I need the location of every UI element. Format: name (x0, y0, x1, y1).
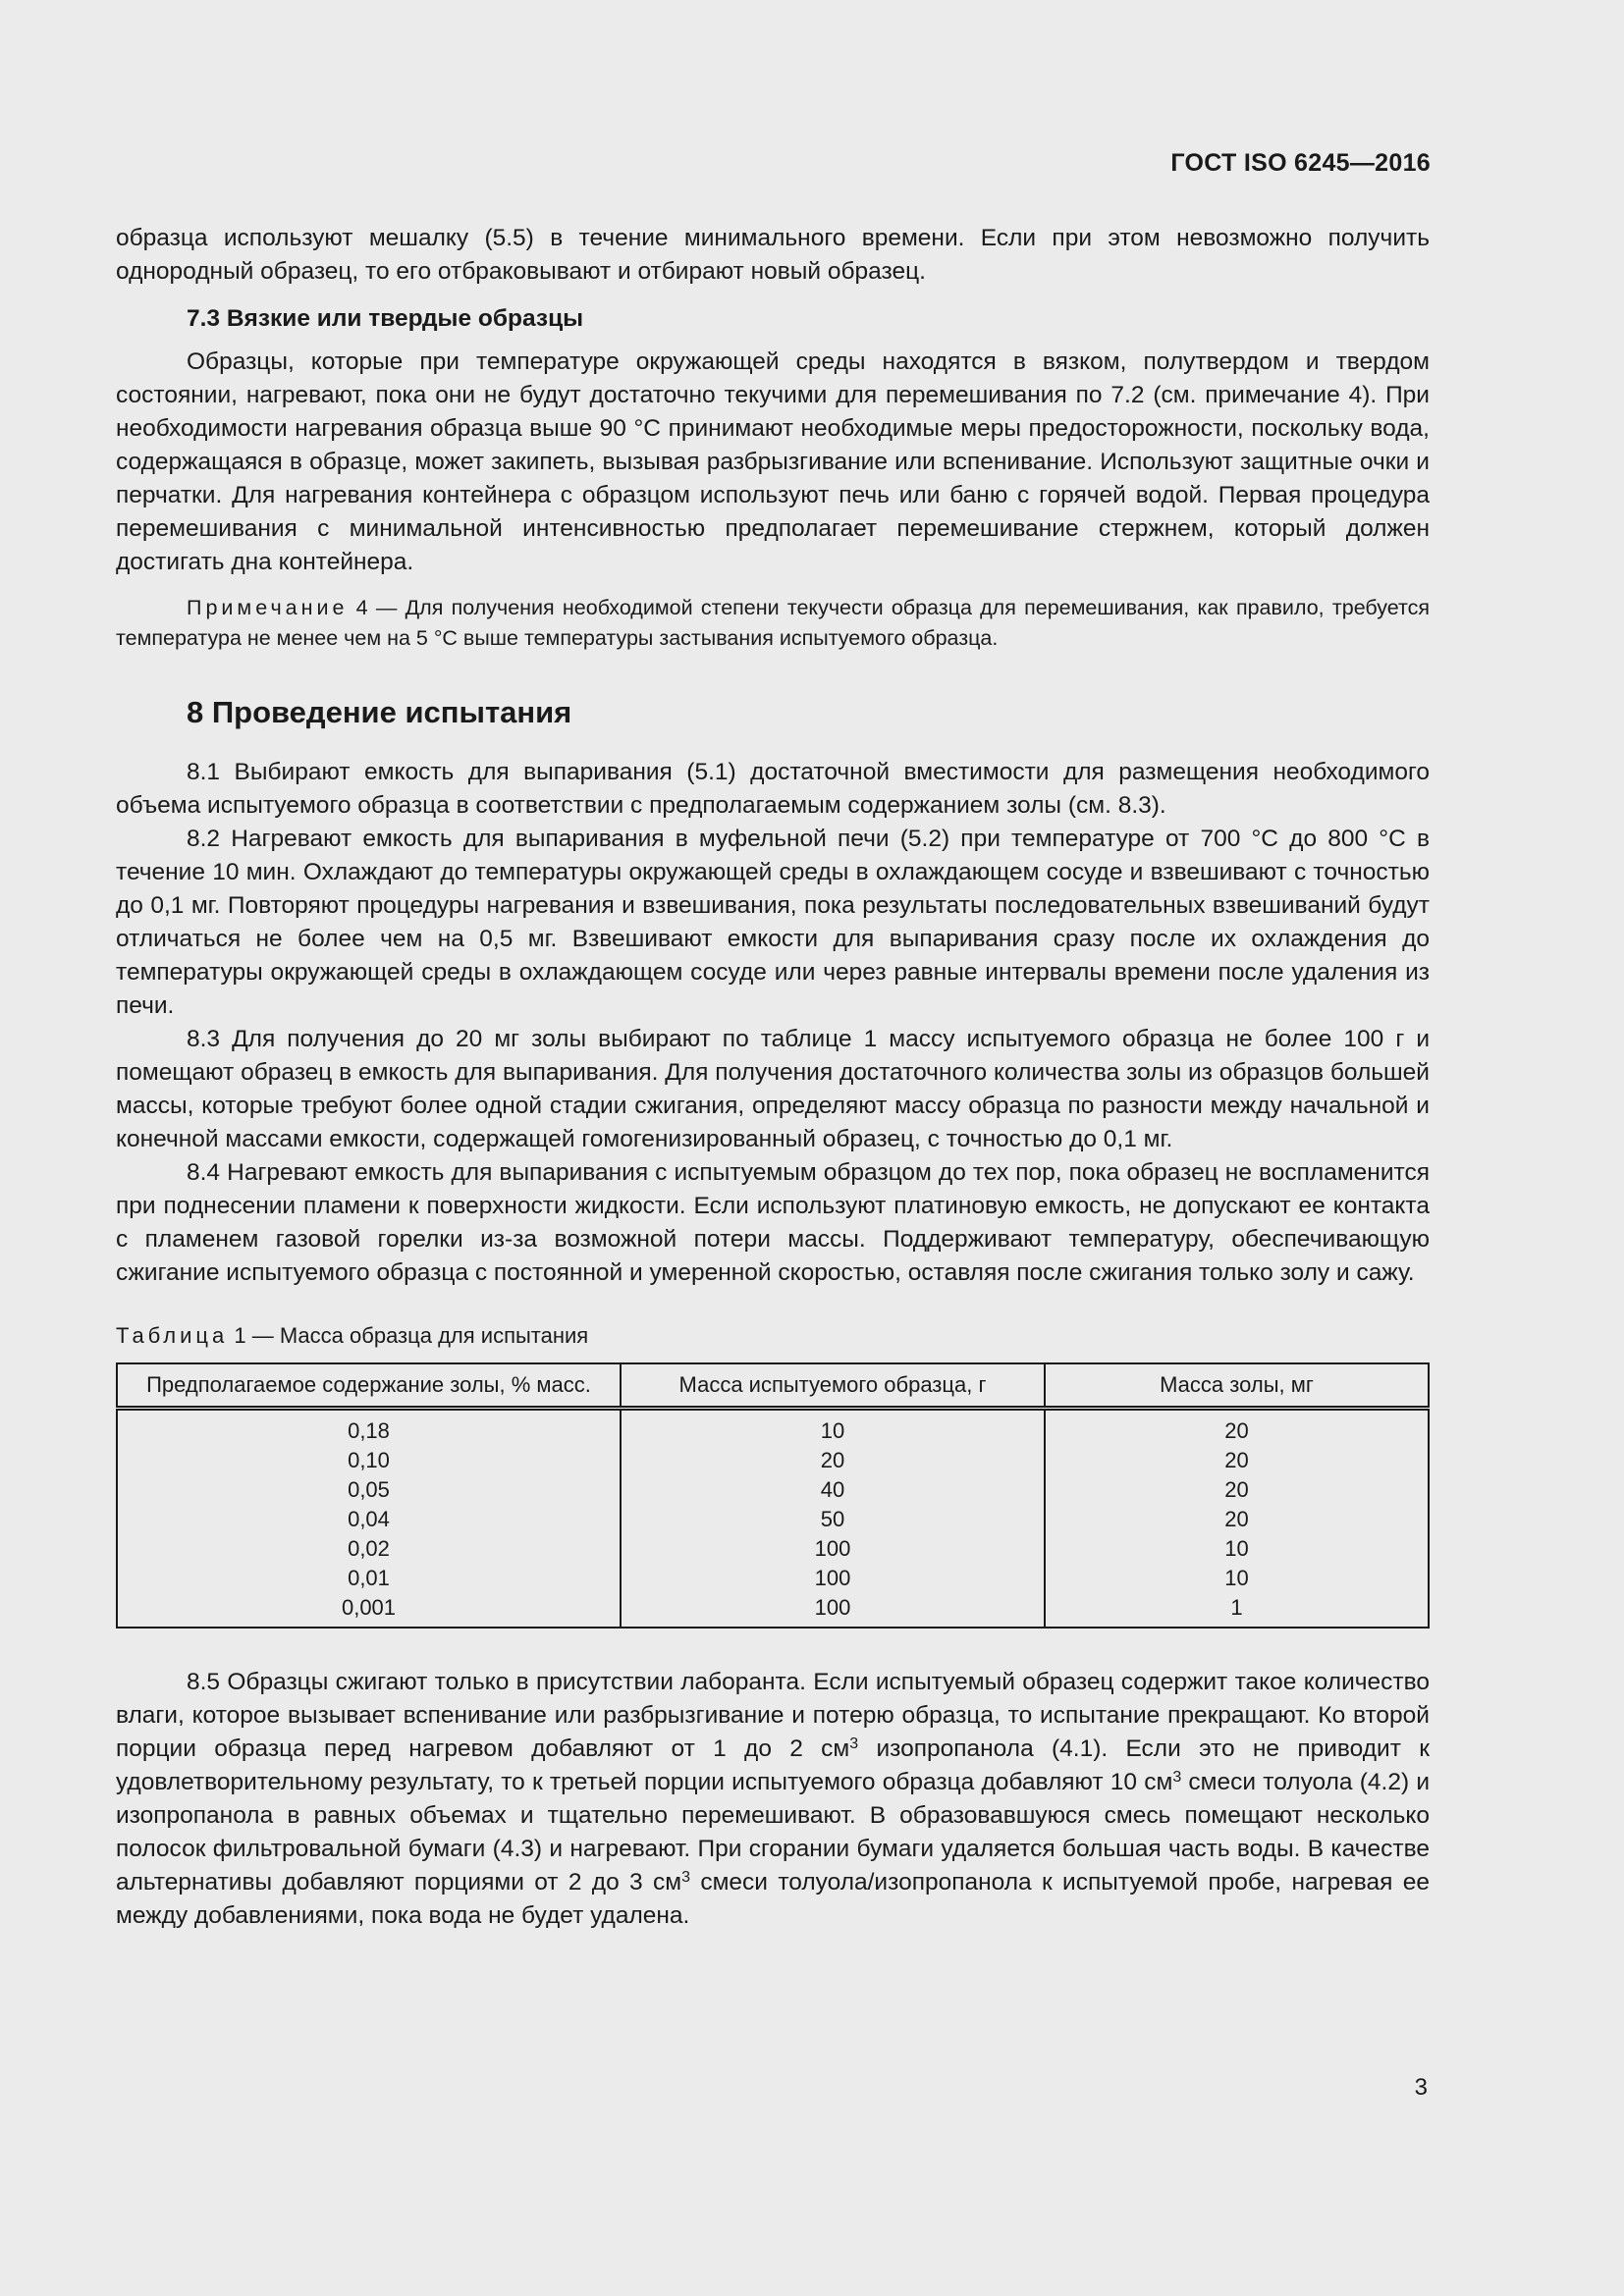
paragraph-8-5-part-3: смеси толуола (4.2) и изопропанола в равных объемах и тщательно перемешивают. В образовавшуюся смесь помещают несколько полосок фильтровальной бумаги (4.3) и нагревают. При сгорании бумаги удаляется большая часть воды. В качестве альтернативы добавляют порциями от 2 до 3 см (116, 1769, 1431, 1896)
table-row (117, 1409, 1429, 1629)
table-caption-label: Таблица (116, 1323, 229, 1348)
continued-paragraph: образца используют мешалку (5.5) в течение минимального времени. Если при этом невозможно получить однородный образец, то его отбраковывают и отбирают новый образец. (116, 225, 1430, 285)
table-cell: 50 (820, 1507, 845, 1531)
note-4 (116, 593, 1430, 654)
header-ash-content: Предполагаемое содержание золы, % масс. (117, 1363, 621, 1409)
standard-header: ГОСТ ISO 6245—2016 (1170, 149, 1431, 177)
table-caption-text: 1 — Масса образца для испытания (228, 1323, 589, 1348)
header-sample-mass: Масса испытуемого образца, г (621, 1363, 1045, 1409)
table-cell: 0,02 (348, 1536, 390, 1561)
paragraph-8-4: 8.4 Нагревают емкость для выпаривания с испытуемым образцом до тех пор, пока образец не воспламенится при поднесении пламени к поверхности жидкости. Если используют платиновую емкость, не допускают ее контакта с пламенем газовой горелки из-за возможной потери массы. Поддерживают температуру, обеспечивающую сжигание испытуемого образца с постоянной и умеренной скоростью, оставляя после сжигания только золу и сажу. (116, 1159, 1430, 1286)
table-cell: 40 (820, 1477, 845, 1502)
section-7-3-title: 7.3 Вязкие или твердые образцы (187, 305, 584, 332)
header-ash-mass: Масса золы, мг (1045, 1363, 1429, 1409)
paragraph-8-2: 8.2 Нагревают емкость для выпаривания в муфельной печи (5.2) при температуре от 700 °С до 800 °С в течение 10 мин. Охлаждают до температуры окружающей среды в охлаждающем сосуде и взвешивают с точностью до 0,1 мг. Повторяют процедуры нагревания и взвешивания, пока результаты последовательных взвешиваний будут отличаться не более чем на 0,5 мг. Взвешивают емкости для выпаривания сразу после их охлаждения до температуры окружающей среды в охлаждающем сосуде или через равные интервалы времени после удаления из печи. (116, 826, 1430, 1019)
paragraph-8-1: 8.1 Выбирают емкость для выпаривания (5.1) достаточной вместимости для размещения необходимого объема испытуемого образца в соответствии с предполагаемым содержанием золы (см. 8.3). (116, 759, 1430, 819)
table-cell: 20 (1224, 1507, 1249, 1531)
table-1 (116, 1362, 1430, 1629)
page-content (116, 222, 1430, 1933)
paragraph-8-5-part-1: 8.5 Образцы сжигают только в присутствии лаборанта. Если испытуемый образец содержит такое количество влаги, которое вызывает вспенивание или разбрызгивание и потерю образца, то испытание прекращают. Ко второй порции образца перед нагревом добавляют от 1 до 2 см (116, 1669, 1430, 1762)
table-header-row (117, 1363, 1429, 1409)
table-cell: 0,18 (348, 1418, 390, 1443)
section-7-3-text: Образцы, которые при температуре окружающей среды находятся в вязком, полутвердом и твердом состоянии, нагревают, пока они не будут достаточно текучими для перемешивания по 7.2 (см. примечание 4). При необходимости нагревания образца выше 90 °С принимают необходимые меры предосторожности, поскольку вода, содержащаяся в образце, может закипеть, вызывая разбрызгивание или вспенивание. Используют защитные очки и перчатки. Для нагревания контейнера с образцом используют печь или баню с горячей водой. Первая процедура перемешивания с минимальной интенсивностью предполагает перемешивание стержнем, который должен достигать дна контейнера. (116, 348, 1430, 575)
sample-mass-column (621, 1409, 1045, 1629)
table-cell: 20 (1224, 1477, 1249, 1502)
superscript: 3 (681, 1869, 691, 1886)
table-cell: 1 (1230, 1595, 1243, 1620)
table-cell: 0,04 (348, 1507, 390, 1531)
table-cell: 100 (814, 1595, 851, 1620)
page-number: 3 (1414, 2074, 1428, 2101)
ash-content-column (117, 1409, 621, 1629)
table-cell: 20 (1224, 1448, 1249, 1472)
table-cell: 0,01 (348, 1566, 390, 1590)
table-cell: 20 (820, 1448, 845, 1472)
table-cell: 20 (1224, 1418, 1249, 1443)
paragraph-8-5-part-4: смеси толуола/изопропанола к испытуемой пробе, нагревая ее между добавлениями, пока вода не будет удалена. (116, 1869, 1430, 1929)
superscript: 3 (849, 1735, 859, 1752)
table-1-caption (116, 1321, 1430, 1351)
table-cell: 0,05 (348, 1477, 390, 1502)
table-cell: 10 (1224, 1566, 1249, 1590)
paragraph-8-5-part-2: изопропанола (4.1). Если это не приводит к удовлетворительному результату, то к третьей порции испытуемого образца добавляют 10 см (116, 1735, 1430, 1795)
table-cell: 100 (814, 1566, 851, 1590)
table-cell: 100 (814, 1536, 851, 1561)
paragraph-8-3: 8.3 Для получения до 20 мг золы выбирают по таблице 1 массу испытуемого образца не более 100 г и помещают образец в емкость для выпаривания. Для получения достаточного количества золы из образцов большей массы, которые требуют более одной стадии сжигания, определяют массу образца по разности между начальной и конечной массами емкости, содержащей гомогенизированный образец, с точностью до 0,1 мг. (116, 1026, 1430, 1152)
table-cell: 0,10 (348, 1448, 390, 1472)
note-label: Примечание (187, 596, 349, 619)
table-cell: 10 (1224, 1536, 1249, 1561)
note-text: 4 — Для получения необходимой степени текучести образца для перемешивания, как правило, требуется температура не менее чем на 5 °С выше температуры застывания испытуемого образца. (116, 596, 1430, 650)
paragraph-8-5 (116, 1666, 1430, 1933)
table-cell: 0,001 (341, 1595, 397, 1620)
section-8-title: 8 Проведение испытания (187, 695, 572, 729)
superscript: 3 (1172, 1769, 1182, 1786)
table-cell: 10 (820, 1418, 845, 1443)
ash-mass-column (1045, 1409, 1429, 1629)
